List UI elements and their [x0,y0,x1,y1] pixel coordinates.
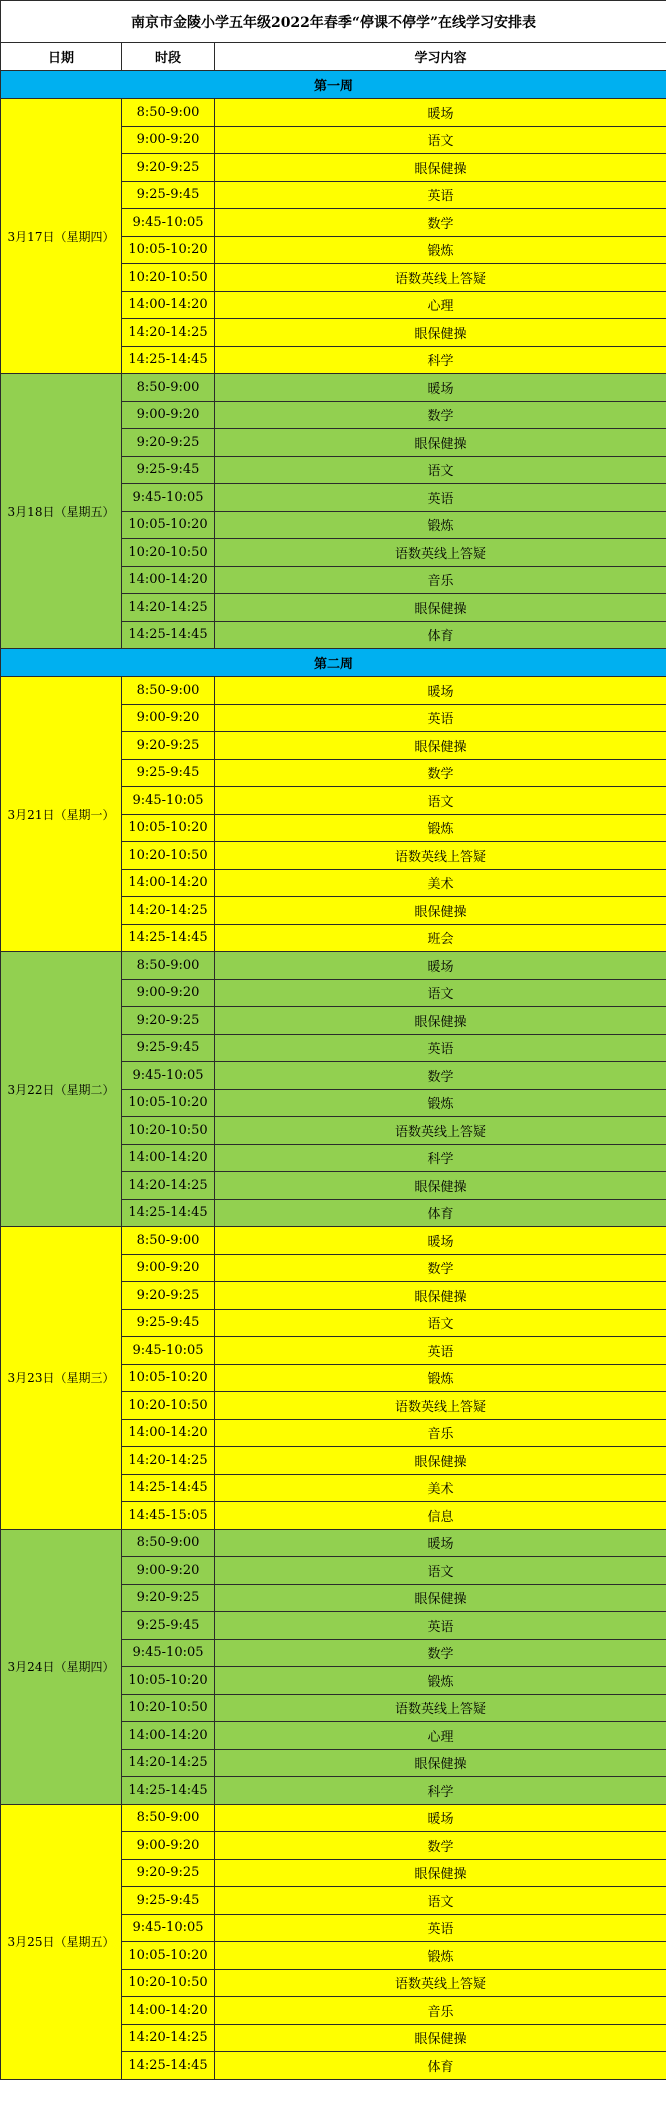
time-cell: 10:20-10:50 [122,539,215,567]
time-cell: 8:50-9:00 [122,1529,215,1557]
time-cell: 9:45-10:05 [122,787,215,815]
content-cell: 心理 [215,291,666,319]
time-cell: 9:25-9:45 [122,1034,215,1062]
content-cell: 语文 [215,979,666,1007]
content-cell: 语文 [215,1887,666,1915]
title-row [1,1,666,43]
time-cell: 10:20-10:50 [122,1969,215,1997]
content-cell: 数学 [215,1062,666,1090]
time-cell: 9:45-10:05 [122,1062,215,1090]
time-cell: 10:05-10:20 [122,511,215,539]
content-cell: 眼保健操 [215,897,666,925]
time-cell: 9:00-9:20 [122,979,215,1007]
time-cell: 9:00-9:20 [122,126,215,154]
date-cell: 3月21日（星期一） [1,677,122,952]
content-cell: 数学 [215,759,666,787]
content-cell: 眼保健操 [215,1447,666,1475]
schedule-body [1,1,666,2080]
header-date: 日期 [1,43,122,71]
header-row [1,43,666,71]
week-header-row [1,71,666,99]
content-cell: 英语 [215,181,666,209]
content-cell: 语数英线上答疑 [215,1392,666,1420]
time-cell: 8:50-9:00 [122,677,215,705]
time-cell: 10:05-10:20 [122,236,215,264]
content-cell: 暖场 [215,952,666,980]
content-cell: 数学 [215,1639,666,1667]
week-header-row [1,649,666,677]
time-cell: 9:20-9:25 [122,429,215,457]
date-cell: 3月17日（星期四） [1,99,122,374]
time-cell: 14:20-14:25 [122,594,215,622]
content-cell: 锻炼 [215,814,666,842]
content-cell: 眼保健操 [215,154,666,182]
table-row [1,1529,666,1557]
time-cell: 10:20-10:50 [122,264,215,292]
week-label: 第一周 [1,71,666,99]
content-cell: 音乐 [215,1997,666,2025]
week-label: 第二周 [1,649,666,677]
time-cell: 14:00-14:20 [122,1419,215,1447]
time-cell: 14:25-14:45 [122,2052,215,2080]
content-cell: 锻炼 [215,1089,666,1117]
content-cell: 暖场 [215,677,666,705]
content-cell: 体育 [215,1199,666,1227]
time-cell: 9:20-9:25 [122,1584,215,1612]
time-cell: 10:05-10:20 [122,1364,215,1392]
time-cell: 14:25-14:45 [122,621,215,649]
content-cell: 数学 [215,1832,666,1860]
content-cell: 美术 [215,869,666,897]
date-cell: 3月25日（星期五） [1,1804,122,2079]
content-cell: 锻炼 [215,1942,666,1970]
table-row [1,677,666,705]
time-cell: 10:20-10:50 [122,1392,215,1420]
time-cell: 14:25-14:45 [122,1474,215,1502]
content-cell: 锻炼 [215,511,666,539]
time-cell: 14:00-14:20 [122,291,215,319]
time-cell: 14:20-14:25 [122,1447,215,1475]
time-cell: 14:00-14:20 [122,1722,215,1750]
content-cell: 语数英线上答疑 [215,1694,666,1722]
time-cell: 14:00-14:20 [122,869,215,897]
content-cell: 眼保健操 [215,594,666,622]
time-cell: 9:20-9:25 [122,1859,215,1887]
time-cell: 9:45-10:05 [122,1337,215,1365]
time-cell: 8:50-9:00 [122,952,215,980]
time-cell: 10:05-10:20 [122,1667,215,1695]
content-cell: 语文 [215,787,666,815]
sheet-title: 南京市金陵小学五年级2022年春季“停课不停学”在线学习安排表 [1,1,666,43]
content-cell: 英语 [215,1337,666,1365]
content-cell: 语文 [215,1557,666,1585]
content-cell: 暖场 [215,1227,666,1255]
time-cell: 14:20-14:25 [122,2024,215,2052]
content-cell: 语数英线上答疑 [215,539,666,567]
date-cell: 3月23日（星期三） [1,1227,122,1530]
header-content: 学习内容 [215,43,666,71]
time-cell: 9:20-9:25 [122,732,215,760]
time-cell: 10:05-10:20 [122,814,215,842]
time-cell: 14:25-14:45 [122,924,215,952]
content-cell: 数学 [215,1254,666,1282]
time-cell: 9:25-9:45 [122,1309,215,1337]
time-cell: 10:20-10:50 [122,1694,215,1722]
time-cell: 14:20-14:25 [122,319,215,347]
content-cell: 体育 [215,621,666,649]
content-cell: 语文 [215,1309,666,1337]
time-cell: 8:50-9:00 [122,1227,215,1255]
content-cell: 科学 [215,1777,666,1805]
content-cell: 暖场 [215,1804,666,1832]
content-cell: 英语 [215,704,666,732]
content-cell: 英语 [215,1914,666,1942]
content-cell: 体育 [215,2052,666,2080]
content-cell: 语文 [215,126,666,154]
date-cell: 3月18日（星期五） [1,374,122,649]
content-cell: 语数英线上答疑 [215,1969,666,1997]
date-cell: 3月22日（星期二） [1,952,122,1227]
content-cell: 眼保健操 [215,1749,666,1777]
time-cell: 9:45-10:05 [122,484,215,512]
content-cell: 眼保健操 [215,732,666,760]
time-cell: 14:20-14:25 [122,1749,215,1777]
content-cell: 眼保健操 [215,1584,666,1612]
time-cell: 9:25-9:45 [122,181,215,209]
content-cell: 锻炼 [215,1667,666,1695]
time-cell: 14:00-14:20 [122,566,215,594]
content-cell: 信息 [215,1502,666,1530]
time-cell: 10:20-10:50 [122,1117,215,1145]
time-cell: 14:20-14:25 [122,897,215,925]
time-cell: 14:00-14:20 [122,1144,215,1172]
table-row [1,99,666,127]
content-cell: 语数英线上答疑 [215,264,666,292]
content-cell: 锻炼 [215,236,666,264]
time-cell: 14:45-15:05 [122,1502,215,1530]
time-cell: 14:25-14:45 [122,1199,215,1227]
content-cell: 眼保健操 [215,1172,666,1200]
header-time: 时段 [122,43,215,71]
time-cell: 9:20-9:25 [122,1282,215,1310]
time-cell: 9:25-9:45 [122,759,215,787]
time-cell: 14:00-14:20 [122,1997,215,2025]
time-cell: 8:50-9:00 [122,1804,215,1832]
date-cell: 3月24日（星期四） [1,1529,122,1804]
content-cell: 英语 [215,1034,666,1062]
content-cell: 语文 [215,456,666,484]
content-cell: 暖场 [215,1529,666,1557]
content-cell: 语数英线上答疑 [215,842,666,870]
content-cell: 暖场 [215,99,666,127]
content-cell: 眼保健操 [215,1282,666,1310]
content-cell: 科学 [215,346,666,374]
table-row [1,952,666,980]
time-cell: 14:20-14:25 [122,1172,215,1200]
content-cell: 眼保健操 [215,1859,666,1887]
time-cell: 9:00-9:20 [122,1254,215,1282]
table-row [1,1804,666,1832]
content-cell: 英语 [215,1612,666,1640]
time-cell: 9:25-9:45 [122,1612,215,1640]
content-cell: 美术 [215,1474,666,1502]
time-cell: 10:05-10:20 [122,1942,215,1970]
content-cell: 语数英线上答疑 [215,1117,666,1145]
content-cell: 音乐 [215,1419,666,1447]
time-cell: 14:25-14:45 [122,1777,215,1805]
time-cell: 9:20-9:25 [122,1007,215,1035]
time-cell: 9:00-9:20 [122,1832,215,1860]
content-cell: 眼保健操 [215,1007,666,1035]
time-cell: 14:25-14:45 [122,346,215,374]
time-cell: 10:05-10:20 [122,1089,215,1117]
table-row [1,1227,666,1255]
time-cell: 9:25-9:45 [122,1887,215,1915]
time-cell: 9:45-10:05 [122,1639,215,1667]
content-cell: 锻炼 [215,1364,666,1392]
time-cell: 9:00-9:20 [122,401,215,429]
content-cell: 眼保健操 [215,2024,666,2052]
time-cell: 9:25-9:45 [122,456,215,484]
content-cell: 数学 [215,401,666,429]
time-cell: 9:00-9:20 [122,704,215,732]
time-cell: 10:20-10:50 [122,842,215,870]
time-cell: 8:50-9:00 [122,99,215,127]
time-cell: 9:45-10:05 [122,1914,215,1942]
content-cell: 心理 [215,1722,666,1750]
content-cell: 科学 [215,1144,666,1172]
content-cell: 班会 [215,924,666,952]
time-cell: 9:20-9:25 [122,154,215,182]
content-cell: 眼保健操 [215,429,666,457]
content-cell: 音乐 [215,566,666,594]
content-cell: 暖场 [215,374,666,402]
content-cell: 英语 [215,484,666,512]
content-cell: 眼保健操 [215,319,666,347]
time-cell: 8:50-9:00 [122,374,215,402]
content-cell: 数学 [215,209,666,237]
time-cell: 9:45-10:05 [122,209,215,237]
table-row [1,374,666,402]
time-cell: 9:00-9:20 [122,1557,215,1585]
